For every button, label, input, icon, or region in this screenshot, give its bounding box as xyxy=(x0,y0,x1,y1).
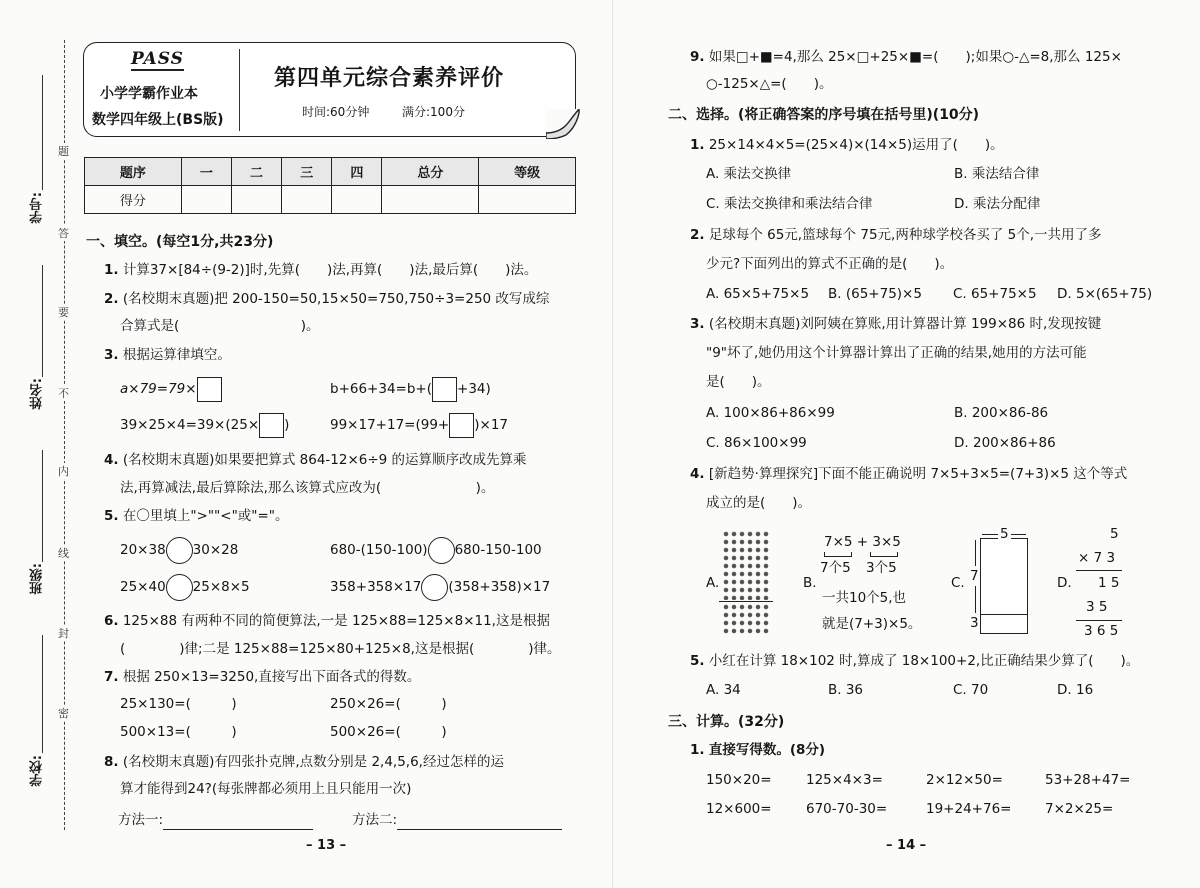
question-number: 3. xyxy=(690,316,705,332)
question-9 xyxy=(690,47,1122,67)
score-table-cell: 二 xyxy=(231,158,281,186)
q3-item-c xyxy=(120,411,289,439)
school-field[interactable] xyxy=(42,635,43,753)
option-b-group-2: 3个5 xyxy=(866,560,897,576)
choice-option[interactable]: A. 乘法交换律 xyxy=(706,166,792,182)
question-number: 1. xyxy=(104,262,119,278)
question-4 xyxy=(104,450,527,470)
q7-item: 500×26=( ) xyxy=(330,724,447,740)
choice-option-d-label[interactable]: D. xyxy=(1057,575,1072,591)
question-text: 计算37×[84÷(9-2)]时,先算( )法,再算( )法,最后算( )法。 xyxy=(122,262,538,278)
choice-option[interactable]: B. 200×86-86 xyxy=(954,405,1049,421)
seal-char: 要 xyxy=(58,306,69,319)
answer-box[interactable] xyxy=(432,377,457,402)
q3-text: +34) xyxy=(457,381,491,397)
q5-item-d xyxy=(330,573,550,601)
q5-right: 30×28 xyxy=(192,542,239,558)
question-number: 6. xyxy=(104,613,119,629)
q7-item: 25×130=( ) xyxy=(120,696,237,712)
page-curl xyxy=(546,109,580,139)
method-1 xyxy=(118,810,313,830)
page-number-13: – 13 – xyxy=(306,838,347,853)
page-title: 第四单元综合素养评价 xyxy=(274,65,505,91)
question-5 xyxy=(104,506,289,526)
calc-item[interactable]: 125×4×3= xyxy=(806,772,883,788)
score-table-cell: 总分 xyxy=(382,158,479,186)
score-cell[interactable] xyxy=(282,186,332,214)
answer-box[interactable] xyxy=(197,377,222,402)
exam-full-score: 满分:100分 xyxy=(402,105,465,119)
question-text: 在〇里填上">""<"或"="。 xyxy=(122,508,289,524)
choice-option[interactable]: D. 200×86+86 xyxy=(954,435,1056,451)
question-3 xyxy=(104,345,231,365)
rect-width-label: 5 xyxy=(1000,526,1009,542)
student-id-field[interactable] xyxy=(42,75,43,190)
question-text: (名校期末真题)有四张扑克牌,点数分别是 2,4,5,6,经过怎样的运 xyxy=(122,754,504,770)
choice-option[interactable]: D. 16 xyxy=(1057,682,1094,698)
choice-2-cont: 少元?下面列出的算式不正确的是( )。 xyxy=(706,256,954,272)
question-text: 25×14×4×5=(25×4)×(14×5)运用了( )。 xyxy=(708,137,1004,153)
section-calculation: 三、计算。(32分) xyxy=(668,714,785,730)
q3-text: ) xyxy=(284,417,290,433)
dot-array-bottom xyxy=(722,603,770,635)
section-choice: 二、选择。(将正确答案的序号填在括号里)(10分) xyxy=(668,107,980,123)
question-number: 8. xyxy=(104,754,119,770)
method-2-label: 方法二: xyxy=(352,812,398,828)
calc-item[interactable]: 53+28+47= xyxy=(1045,772,1131,788)
q5-left: 680-(150-100) xyxy=(330,542,428,558)
score-table-cell: 题序 xyxy=(85,158,182,186)
option-b-expression: 7×5 + 3×5 xyxy=(824,534,901,550)
question-number: 2. xyxy=(690,227,705,243)
q3-text: 99×17+17=(99+ xyxy=(330,417,450,433)
score-cell[interactable] xyxy=(382,186,479,214)
method-2 xyxy=(352,810,562,830)
q5-item-a xyxy=(120,536,238,564)
underbrace-2 xyxy=(870,552,898,557)
class-label: 班级: xyxy=(30,563,45,595)
seal-char: 线 xyxy=(58,547,69,560)
question-4-cont: 法,再算减法,最后算除法,那么该算式应改为( )。 xyxy=(120,480,495,496)
score-table-cell: 三 xyxy=(282,158,332,186)
rectangle-figure xyxy=(980,538,1028,634)
question-text: 足球每个 65元,篮球每个 75元,两种球学校各买了 5个,一共用了多 xyxy=(708,227,1102,243)
calc-1 xyxy=(690,740,825,760)
calc-item[interactable]: 150×20= xyxy=(706,772,772,788)
seal-char: 不 xyxy=(58,387,69,400)
question-number: 1. xyxy=(690,742,705,758)
vertical-calc-row: 5 xyxy=(1110,526,1119,542)
compare-circle[interactable] xyxy=(421,574,448,601)
question-text: 125×88 有两种不同的简便算法,一是 125×88=125×8×11,这是根据 xyxy=(122,613,550,629)
calc-item[interactable]: 670-70-30= xyxy=(806,801,888,817)
choice-option[interactable]: A. 100×86+86×99 xyxy=(706,405,835,421)
choice-3-cont: "9"坏了,她仍用这个计算器计算出了正确的结果,她用的方法可能 xyxy=(706,345,1087,361)
question-text: 小红在计算 18×102 时,算成了 18×100+2,比正确结果少算了( )。 xyxy=(708,653,1140,669)
question-number: 7. xyxy=(104,669,119,685)
vertical-calc-row: 1 5 xyxy=(1098,575,1120,591)
seal-char: 内 xyxy=(58,465,69,478)
choice-option[interactable]: D. 乘法分配律 xyxy=(954,196,1041,212)
question-number: 5. xyxy=(104,508,119,524)
student-id-label: 学号: xyxy=(30,192,45,224)
exam-time: 时间:60分钟 xyxy=(302,105,370,119)
pass-logo: PASS xyxy=(131,49,184,69)
question-9-cont: ○-125×△=( )。 xyxy=(706,76,833,92)
question-number: 9. xyxy=(690,49,705,65)
q5-left: 358+358×17 xyxy=(330,579,422,595)
q3-item-b xyxy=(330,375,491,403)
q3-text: 39×25×4=39×(25× xyxy=(120,417,260,433)
question-text: (名校期末真题)把 200-150=50,15×50=750,750÷3=250 改写成综 xyxy=(122,291,550,307)
option-b-group-1: 7个5 xyxy=(820,560,851,576)
question-number: 1. xyxy=(690,137,705,153)
class-field[interactable] xyxy=(42,450,43,562)
q5-right: (358+358)×17 xyxy=(448,579,551,595)
question-2 xyxy=(104,289,549,309)
score-cell[interactable] xyxy=(181,186,231,214)
score-table-row xyxy=(85,186,576,214)
binding-margin xyxy=(0,0,75,888)
underbrace-1 xyxy=(824,552,852,557)
choice-option[interactable]: A. 65×5+75×5 xyxy=(706,286,810,302)
answer-box[interactable] xyxy=(449,413,474,438)
compare-circle[interactable] xyxy=(166,574,193,601)
q3-item-d xyxy=(330,411,508,439)
q5-right: 25×8×5 xyxy=(192,579,250,595)
question-text: 直接写得数。(8分) xyxy=(708,742,826,758)
dot-array-divider xyxy=(719,601,773,602)
header-card xyxy=(83,42,576,137)
choice-option[interactable]: C. 乘法交换律和乘法结合律 xyxy=(706,196,873,212)
choice-4 xyxy=(690,464,1127,484)
choice-option[interactable]: B. 乘法结合律 xyxy=(954,166,1040,182)
answer-box[interactable] xyxy=(259,413,284,438)
choice-option-a-label[interactable]: A. xyxy=(706,575,720,591)
choice-option-c-label[interactable]: C. xyxy=(951,575,965,591)
question-number: 4. xyxy=(104,452,119,468)
question-text: 根据运算律填空。 xyxy=(122,347,231,363)
q7-item: 250×26=( ) xyxy=(330,696,447,712)
choice-option[interactable]: C. 70 xyxy=(953,682,989,698)
choice-option-b-label[interactable]: B. xyxy=(803,575,817,591)
choice-2 xyxy=(690,225,1102,245)
q3-text: a×79=79× xyxy=(120,381,197,397)
calc-item[interactable]: 12×600= xyxy=(706,801,772,817)
question-8-cont: 算才能得到24?(每张牌都必须用上且只能用一次) xyxy=(120,781,412,797)
method-2-answer-line[interactable] xyxy=(397,812,562,830)
page-number-14: – 14 – xyxy=(886,838,927,853)
q5-left: 25×40 xyxy=(120,579,166,595)
question-8 xyxy=(104,752,504,772)
seal-char: 封 xyxy=(58,627,69,640)
vertical-calc-line xyxy=(1076,570,1122,571)
calc-item[interactable]: 7×2×25= xyxy=(1045,801,1114,817)
q3-text: b+66+34=b+( xyxy=(330,381,433,397)
q7-item: 500×13=( ) xyxy=(120,724,237,740)
score-table-header xyxy=(85,158,576,186)
option-b-text: 就是(7+3)×5。 xyxy=(822,616,922,632)
score-cell[interactable] xyxy=(479,186,576,214)
score-cell[interactable] xyxy=(332,186,382,214)
question-text: (名校期末真题)如果要把算式 864-12×6÷9 的运算顺序改成先算乘 xyxy=(122,452,527,468)
section-fill-blank: 一、填空。(每空1分,共23分) xyxy=(86,234,274,250)
school-label: 学校: xyxy=(30,755,45,787)
question-text: (名校期末真题)刘阿姨在算账,用计算器计算 199×86 时,发现按键 xyxy=(708,316,1102,332)
q5-item-c xyxy=(120,573,250,601)
q3-text: )×17 xyxy=(474,417,508,433)
page-fold xyxy=(612,0,613,888)
choice-option[interactable]: D. 5×(65+75) xyxy=(1057,286,1153,302)
score-table xyxy=(84,157,576,214)
question-number: 2. xyxy=(104,291,119,307)
choice-3 xyxy=(690,314,1101,334)
choice-option[interactable]: B. 36 xyxy=(828,682,864,698)
choice-4-cont: 成立的是( )。 xyxy=(706,495,812,511)
vertical-calc-row: × 7 3 xyxy=(1078,550,1116,566)
header-divider xyxy=(239,49,240,131)
score-table-cell: 一 xyxy=(181,158,231,186)
score-cell[interactable] xyxy=(231,186,281,214)
dot-array-top xyxy=(722,530,770,600)
question-number: 3. xyxy=(104,347,119,363)
choice-option[interactable]: A. 34 xyxy=(706,682,741,698)
method-1-answer-line[interactable] xyxy=(163,812,313,830)
name-field[interactable] xyxy=(42,265,43,377)
rectangle-split xyxy=(980,614,1028,615)
q5-left: 20×38 xyxy=(120,542,166,558)
question-text: 根据 250×13=3250,直接写出下面各式的得数。 xyxy=(122,669,421,685)
q5-right: 680-150-100 xyxy=(454,542,542,558)
score-table-cell: 等级 xyxy=(479,158,576,186)
seal-char: 答 xyxy=(58,227,69,240)
question-6-cont: ( )律;二是 125×88=125×80+125×8,这是根据( )律。 xyxy=(120,641,561,657)
choice-1 xyxy=(690,135,1004,155)
rect-height-label-2: 3 xyxy=(970,615,979,631)
calc-item[interactable]: 2×12×50= xyxy=(926,772,1003,788)
question-text: [新趋势·算理探究]下面不能正确说明 7×5+3×5=(7+3)×5 这个等式 xyxy=(708,466,1128,482)
question-1 xyxy=(104,260,537,280)
method-1-label: 方法一: xyxy=(118,812,164,828)
question-7 xyxy=(104,667,420,687)
question-number: 5. xyxy=(690,653,705,669)
series-name: 小学学霸作业本 xyxy=(100,86,198,102)
vertical-calc-row: 3 5 xyxy=(1086,599,1108,615)
score-table-cell: 四 xyxy=(332,158,382,186)
compare-circle[interactable] xyxy=(428,537,455,564)
compare-circle[interactable] xyxy=(166,537,193,564)
grade-name: 数学四年级上(BS版) xyxy=(92,112,224,128)
seal-char: 密 xyxy=(58,707,69,720)
rect-height-label-1: 7 xyxy=(970,568,979,584)
vertical-calc-row: 3 6 5 xyxy=(1084,623,1119,639)
question-6 xyxy=(104,611,550,631)
question-2-cont: 合算式是( )。 xyxy=(120,318,320,334)
choice-3-cont: 是( )。 xyxy=(706,374,771,390)
choice-5 xyxy=(690,651,1139,671)
question-number: 4. xyxy=(690,466,705,482)
question-text: 如果□+■=4,那么 25×□+25×■=( );如果○-△=8,那么 125× xyxy=(708,49,1122,65)
q5-item-b xyxy=(330,536,542,564)
choice-option[interactable]: B. (65+75)×5 xyxy=(828,286,922,302)
choice-option[interactable]: C. 86×100×99 xyxy=(706,435,807,451)
name-label: 姓名: xyxy=(30,378,45,410)
option-b-text: 一共10个5,也 xyxy=(822,590,907,606)
choice-option[interactable]: C. 65+75×5 xyxy=(953,286,1037,302)
calc-item[interactable]: 19+24+76= xyxy=(926,801,1012,817)
seal-char: 题 xyxy=(58,145,69,158)
q3-item-a xyxy=(120,375,222,403)
score-row-label: 得分 xyxy=(85,186,182,214)
